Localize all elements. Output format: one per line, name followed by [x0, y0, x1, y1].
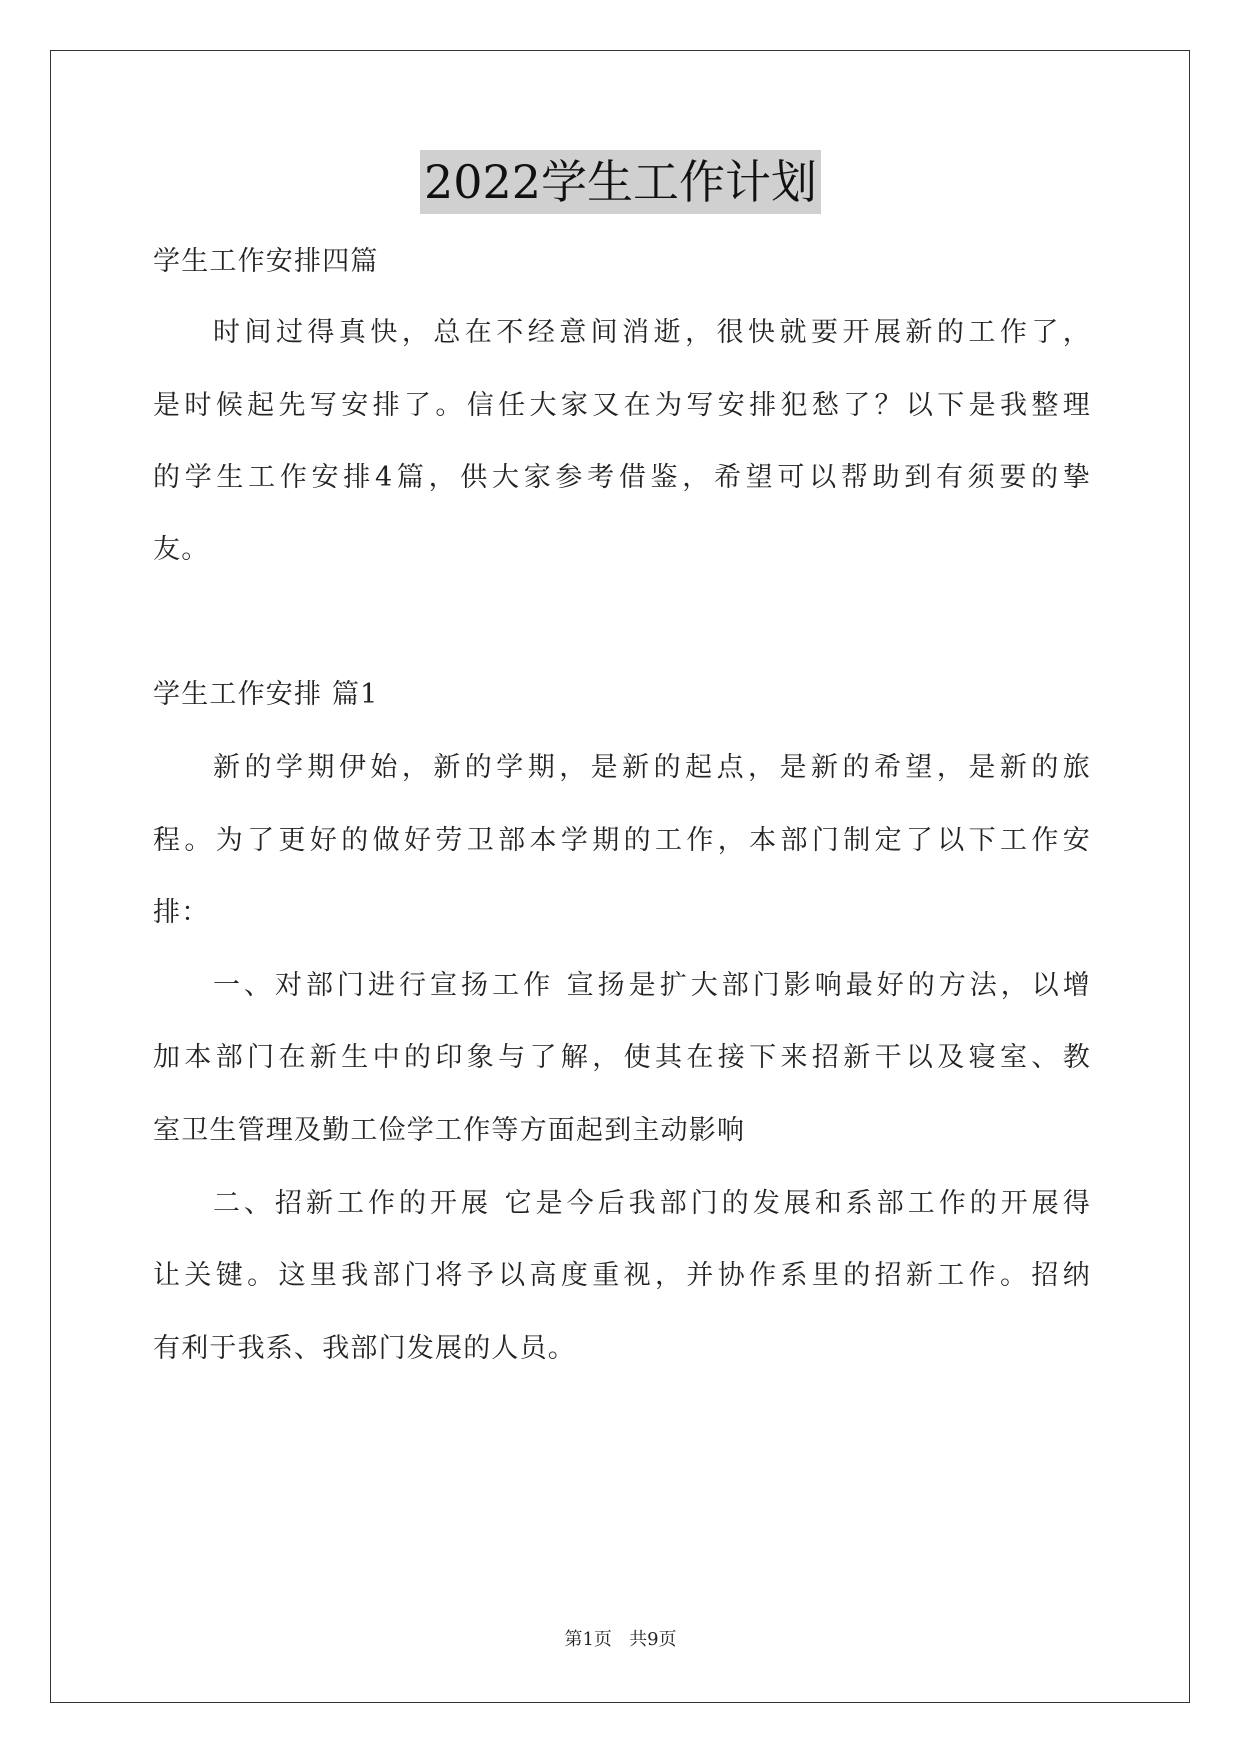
body-line-2: 程。为了更好的做好劳卫部本学期的工作，本部门制定了以下工作安	[153, 825, 1091, 856]
body-line-1: 新的学期伊始，新的学期，是新的起点，是新的希望，是新的旅	[213, 752, 1091, 783]
section-heading: 学生工作安排 篇1	[153, 679, 379, 710]
body-line-4: 一、对部门进行宣扬工作 宣扬是扩大部门影响最好的方法，以增	[213, 970, 1091, 1001]
footer-page-prefix: 第	[564, 1629, 583, 1650]
intro-line-4: 友。	[153, 534, 210, 565]
body-line-3: 排：	[153, 897, 210, 928]
footer-page-suffix: 页	[658, 1629, 677, 1650]
footer-page-mid: 页 共	[593, 1629, 648, 1650]
page-border	[50, 50, 1190, 1703]
body-line-5: 加本部门在新生中的印象与了解，使其在接下来招新干以及寝室、教	[153, 1042, 1091, 1073]
body-line-8: 让关键。这里我部门将予以高度重视，并协作系里的招新工作。招纳	[153, 1260, 1091, 1291]
footer-page-total: 9	[647, 1629, 659, 1650]
body-line-6: 室卫生管理及勤工俭学工作等方面起到主动影响	[153, 1115, 746, 1146]
page-footer	[0, 1628, 1241, 1652]
intro-line-2: 是时候起先写安排了。信任大家又在为写安排犯愁了？以下是我整理	[153, 390, 1091, 421]
body-line-7: 二、招新工作的开展 它是今后我部门的发展和系部工作的开展得	[213, 1188, 1091, 1219]
title-container	[0, 150, 1241, 214]
intro-line-1: 时间过得真快，总在不经意间消逝，很快就要开展新的工作了，	[213, 317, 1091, 348]
page-title: 2022学生工作计划	[420, 150, 821, 214]
subtitle: 学生工作安排四篇	[153, 246, 379, 277]
body-line-9: 有利于我系、我部门发展的人员。	[153, 1333, 576, 1364]
intro-line-3: 的学生工作安排4篇，供大家参考借鉴，希望可以帮助到有须要的挚	[153, 462, 1091, 493]
footer-page-current: 1	[582, 1629, 594, 1650]
